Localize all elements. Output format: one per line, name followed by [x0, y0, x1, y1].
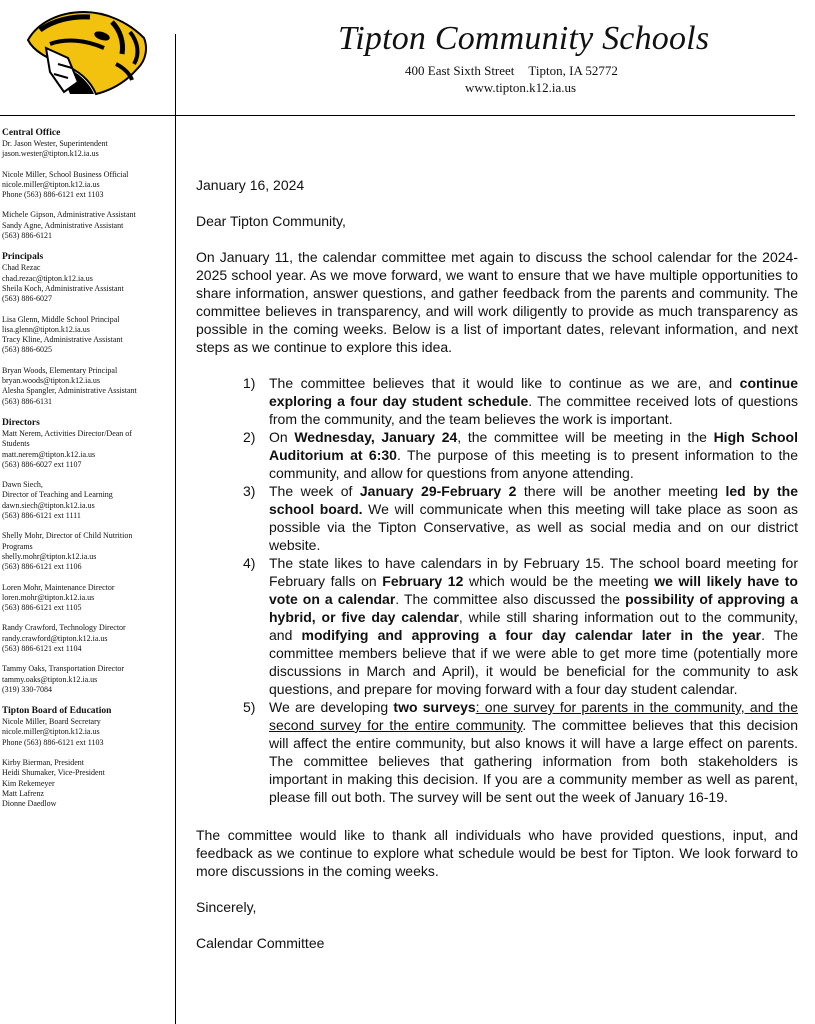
street-address: 400 East Sixth Street — [405, 63, 515, 78]
contact-line: Tracy Kline, Administrative Assistant — [2, 335, 123, 345]
contact-entry — [2, 263, 170, 304]
contact-entry — [2, 315, 170, 356]
list-item-text: The committee believes that it would like to continue as we are, and — [269, 375, 740, 391]
contact-entry — [2, 664, 170, 695]
contact-line: jason.wester@tipton.k12.ia.us — [2, 149, 99, 159]
contact-line: Tammy Oaks, Transportation Director — [2, 664, 125, 674]
contact-entry — [2, 139, 170, 160]
letter-body — [196, 176, 798, 952]
sidebar-section — [2, 251, 170, 407]
contact-entry — [2, 758, 170, 809]
contact-line: Nicole Miller, School Business Official — [2, 169, 129, 179]
school-address — [405, 63, 618, 79]
tiger-head-logo — [20, 8, 150, 96]
contact-entry — [2, 429, 170, 470]
list-item — [196, 482, 798, 554]
list-item-text: which would be the meeting — [463, 573, 655, 589]
contact-line: Dionne Daedlow — [2, 799, 57, 809]
contact-line: (319) 330-7084 — [2, 684, 52, 694]
contact-line: Bryan Woods, Elementary Principal — [2, 365, 118, 375]
contact-line: Sandy Agne, Administrative Assistant — [2, 220, 124, 230]
contact-entry — [2, 480, 170, 521]
contact-line: Dawn Siech, — [2, 480, 43, 490]
school-name: Tipton Community Schools — [338, 20, 710, 57]
contact-line: Sheila Koch, Administrative Assistant — [2, 283, 124, 293]
list-item-text: We are developing — [269, 699, 394, 715]
contact-line: Chad Rezac — [2, 263, 41, 273]
contact-line: Shelly Mohr, Director of Child Nutrition — [2, 531, 133, 541]
contact-line: (563) 886-6121 ext 1105 — [2, 603, 82, 613]
underlined-text: : one survey for parents in the community, and the second survey for the entire community — [269, 699, 798, 733]
emphasized-text: modifying and approving a four day calendar later in the year — [301, 627, 762, 643]
contact-line: Students — [2, 439, 30, 449]
contact-line: Nicole Miller, Board Secretary — [2, 717, 101, 727]
sign-off: Sincerely, — [196, 899, 257, 915]
contact-line: lisa.glenn@tipton.k12.ia.us — [2, 324, 90, 334]
contact-line: Dr. Jason Wester, Superintendent — [2, 139, 108, 148]
signature: Calendar Committee — [196, 935, 325, 951]
contact-entry — [2, 170, 170, 201]
emphasized-text: led by the school board. — [269, 483, 798, 517]
emphasized-text: Wednesday, January 24 — [294, 429, 458, 445]
list-item-text: . The committee received lots of questions from the community, and the team believes the work is important. — [269, 393, 799, 427]
list-item-number: 4) — [243, 555, 256, 571]
contact-line: (563) 886-6025 — [2, 345, 52, 355]
contact-line: tammy.oaks@tipton.k12.ia.us — [2, 674, 98, 684]
list-item-number: 2) — [243, 429, 256, 445]
emphasized-text: two surveys — [393, 699, 476, 715]
contact-line: matt.nerem@tipton.k12.ia.us — [2, 449, 96, 459]
contact-line: shelly.mohr@tipton.k12.ia.us — [2, 551, 97, 561]
contact-entry — [2, 717, 170, 748]
list-item-text: . The committee also discussed the — [395, 591, 626, 607]
list-item-text: , the committee will be meeting in the — [457, 429, 714, 445]
list-item — [196, 428, 798, 482]
emphasized-text: February 12 — [382, 573, 464, 589]
list-item-number: 3) — [243, 483, 256, 499]
staff-directory-sidebar — [2, 127, 170, 820]
list-item-text: . The committee members believe that if we were able to get more time (potentially more discussions in March and April), it would be beneficial for the community to ask questions, and prepare for moving forward with a four day student calendar. — [269, 627, 799, 697]
list-item-text: We will communicate when this meeting will take place as soon as possible via the Tipton Conservative, as well as social media and on our district website. — [269, 501, 799, 553]
contact-line: bryan.woods@tipton.k12.ia.us — [2, 376, 101, 386]
list-item-text: , while still sharing information out to the community, and — [269, 609, 799, 643]
contact-line: Matt Lafrenz — [2, 788, 44, 798]
school-website: www.tipton.k12.ia.us — [465, 80, 577, 95]
list-item-text: On — [269, 429, 295, 445]
emphasized-text: continue exploring a four day student schedule — [269, 375, 798, 409]
intro-paragraph: On January 11, the calendar committee met again to discuss the school calendar for the 2024-2025 school year. As we move forward, we want to ensure that we have multiple opportunities to share information, answer questions, and gather feedback from the parents and community. The committee believes in transparency, and will work diligently to provide as much transparency as possible in the coming weeks. Below is a list of important dates, relevant information, and next steps as we continue to explore this idea. — [196, 249, 798, 355]
contact-line: Programs — [2, 541, 33, 551]
list-item-text: . The committee believes that this decision will affect the entire community, but also knows it will have a large effect on parents. The committee believes that gathering information from both stakeholders is important in making this decision. If you are a community member as well as parent, please fill out both. The survey will be sent out the week of January 16-19. — [269, 717, 798, 805]
contact-line: nicole.miller@tipton.k12.ia.us — [2, 179, 100, 189]
letter-date: January 16, 2024 — [196, 177, 305, 193]
contact-entry — [2, 366, 170, 407]
contact-entry — [2, 210, 170, 241]
list-item-text: . The purpose of this meeting is to present information to the community, and allow for questions from anyone attending. — [269, 447, 798, 481]
emphasized-text: January 29-February 2 — [359, 483, 517, 499]
contact-line: Lisa Glenn, Middle School Principal — [2, 314, 120, 324]
list-item-number: 5) — [243, 699, 256, 715]
contact-line: nicole.miller@tipton.k12.ia.us — [2, 727, 100, 737]
contact-line: Matt Nerem, Activities Director/Dean of — [2, 428, 132, 438]
list-item-text: The week of — [269, 483, 360, 499]
sidebar-section — [2, 127, 170, 241]
contact-line: Randy Crawford, Technology Director — [2, 623, 126, 633]
sidebar-section — [2, 417, 170, 695]
contact-line: (563) 886-6027 ext 1107 — [2, 459, 82, 469]
city-state-zip: Tipton, IA 52772 — [528, 63, 618, 78]
emphasized-text: we will likely have to vote on a calendar — [269, 573, 798, 607]
contact-line: Michele Gipson, Administrative Assistant — [2, 210, 136, 220]
sidebar-section — [2, 705, 170, 809]
contact-line: loren.mohr@tipton.k12.ia.us — [2, 592, 95, 602]
contact-line: Kirby Bierman, President — [2, 758, 84, 768]
sidebar-section-title: Tipton Board of Education — [2, 706, 112, 717]
contact-line: (563) 886-6027 — [2, 294, 52, 304]
numbered-list — [196, 374, 798, 806]
contact-line: (563) 886-6121 — [2, 231, 52, 241]
contact-line: randy.crawford@tipton.k12.ia.us — [2, 633, 108, 643]
contact-line: chad.rezac@tipton.k12.ia.us — [2, 273, 93, 283]
contact-line: (563) 886-6121 ext 1104 — [2, 643, 82, 653]
list-item — [196, 554, 798, 698]
contact-line: Phone (563) 886-6121 ext 1103 — [2, 737, 104, 747]
list-item-text: there will be another meeting — [516, 483, 726, 499]
letterhead-vertical-rule — [175, 34, 176, 1024]
contact-line: dawn.siech@tipton.k12.ia.us — [2, 500, 95, 510]
sidebar-section-title: Directors — [2, 417, 40, 428]
contact-line: (563) 886-6131 — [2, 396, 52, 406]
letterhead-horizontal-rule — [0, 115, 795, 116]
contact-line: (563) 886-6121 ext 1111 — [2, 511, 81, 521]
contact-line: Heidi Shumaker, Vice-President — [2, 768, 105, 778]
letter-greeting: Dear Tipton Community, — [196, 213, 346, 229]
emphasized-text: High School Auditorium at 6:30 — [269, 429, 798, 463]
contact-line: Alesha Spangler, Administrative Assistant — [2, 386, 137, 396]
list-item — [196, 374, 798, 428]
contact-line: Phone (563) 886-6121 ext 1103 — [2, 190, 104, 200]
sidebar-section-title: Principals — [2, 252, 44, 263]
contact-entry — [2, 531, 170, 572]
sidebar-section-title: Central Office — [2, 128, 61, 138]
contact-entry — [2, 583, 170, 614]
contact-line: Loren Mohr, Maintenance Director — [2, 582, 115, 592]
list-item-number: 1) — [243, 375, 256, 391]
contact-line: Kim Rekemeyer — [2, 778, 55, 788]
emphasized-text: possibility of approving a hybrid, or five day calendar — [269, 591, 799, 625]
list-item — [196, 698, 798, 806]
closing-paragraph: The committee would like to thank all individuals who have provided questions, input, and feedback as we continue to explore what schedule would be best for Tipton. We look forward to more discussions in the coming weeks. — [196, 827, 798, 879]
contact-line: (563) 886-6121 ext 1106 — [2, 562, 82, 572]
contact-line: Director of Teaching and Learning — [2, 490, 113, 500]
list-item-text: The state likes to have calendars in by February 15. The school board meeting for February falls on — [269, 555, 798, 589]
contact-entry — [2, 623, 170, 654]
